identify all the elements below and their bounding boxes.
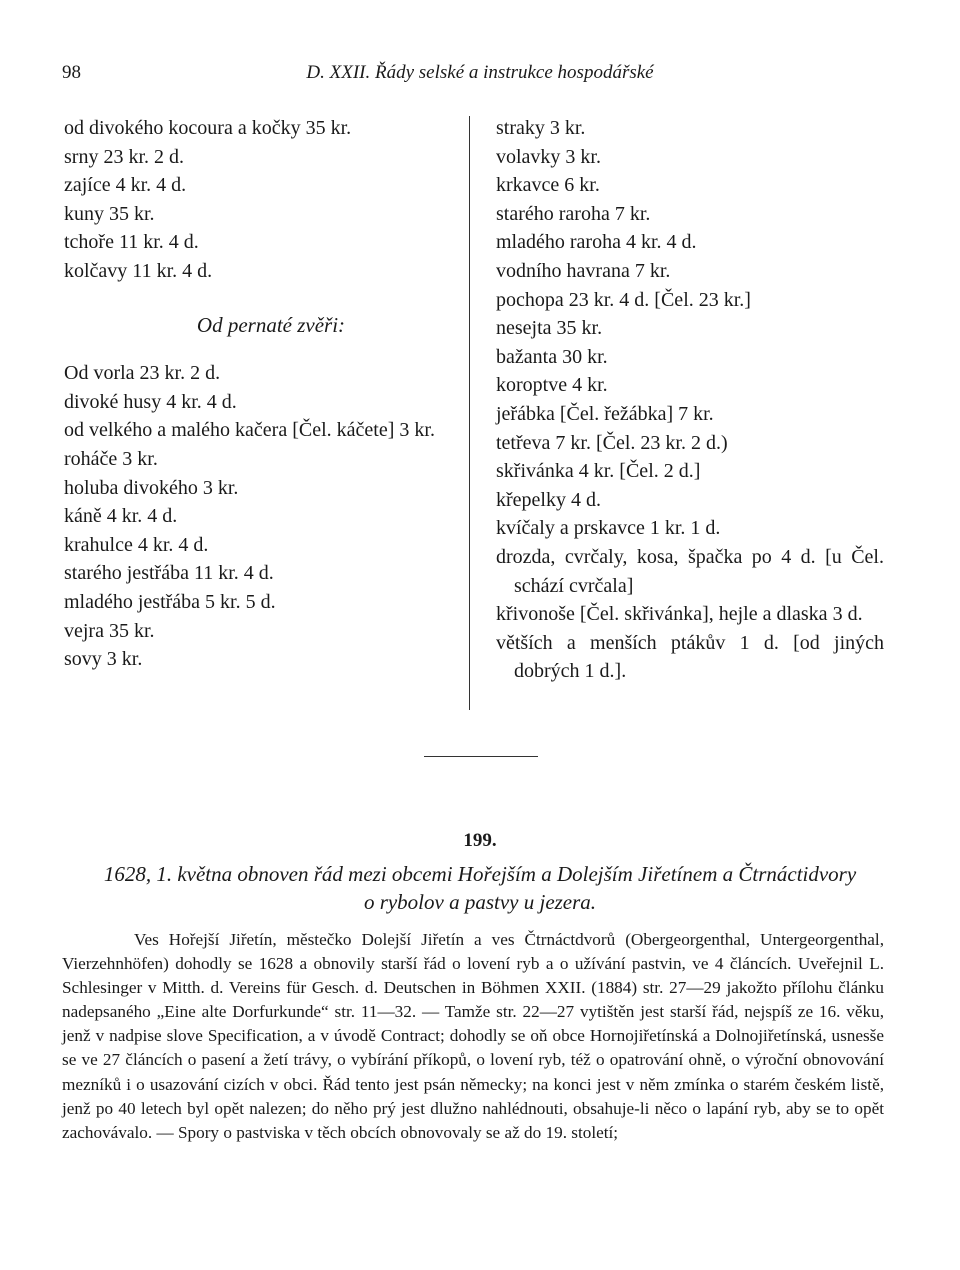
list-item: zajíce 4 kr. 4 d.: [64, 174, 187, 197]
list-item: holuba divokého 3 kr.: [64, 476, 239, 499]
column-divider: [469, 116, 470, 710]
document-number: 199.: [463, 830, 497, 851]
list-item: krkavce 6 kr.: [496, 174, 600, 197]
page-header: [62, 62, 898, 92]
list-item: bažanta 30 kr.: [496, 345, 608, 368]
list-item: divoké husy 4 kr. 4 d.: [64, 390, 237, 413]
list-item: vodního havrana 7 kr.: [496, 259, 671, 282]
list-item: srny 23 kr. 2 d.: [64, 145, 184, 168]
list-item: od divokého kocoura a kočky 35 kr.: [64, 117, 352, 139]
subheading: Od pernaté zvěři:: [196, 312, 346, 337]
list-item: jeřábka [Čel. řežábka] 7 kr.: [496, 402, 714, 425]
list-item: od velkého a malého kačera [Čel. káčete] 3 kr.: [64, 419, 435, 442]
right-column: [496, 114, 884, 686]
list-item: roháče 3 kr.: [64, 447, 158, 470]
list-item: starého jestřába 11 kr. 4 d.: [64, 562, 274, 585]
list-item: skřivánka 4 kr. [Čel. 2 d.]: [496, 460, 701, 483]
list-item: drozda, cvrčaly, kosa, špačka po 4 d. [u Čel. schází cvrčala]: [496, 545, 884, 597]
running-title: D. XXII. Řády selské a instrukce hospodářské: [306, 62, 654, 83]
list-item: krahulce 4 kr. 4 d.: [64, 533, 209, 556]
list-item: tetřeva 7 kr. [Čel. 23 kr. 2 d.): [496, 431, 728, 454]
list-item: křepelky 4 d.: [496, 488, 601, 511]
list-item: větších a menších ptákův 1 d. [od jiných dobrých 1 d.].: [496, 631, 884, 683]
document-body: Ves Hořejší Jiřetín, městečko Dolejší Jiřetín a ves Čtrnáctdvorů (Obergeorgenthal, Untergeorgenthal, Vierzehnhöfen) dohodly se 1628 a obnovily starší řád o lovení ryb a o užívání pastvin, ve 4 článcích. Uveřejnil L. Schlesinger v Mitth. d. Vereins für Gesch. d. Deutschen in Böhmen XXII. (1884) str. 27—29 jakožto přílohu článku nadepsaného „Eine alte Dorfurkunde“ str. 11—32. — Tamže str. 22—27 vytištěn jest starší řád, nejspíš ze 16. věku, jenž v nadpise slove Specification, a v úvodě Contract; dohodly se oň obce Hornojiřetínská a Dolnojiřetínská, usnesše se ve 27 článcích o pasení a žetí trávy, o vybírání příkopů, o lovení ryb, též o opatrování ohně, o výroční obnovování mezníků i o usazování cizích v obci. Řád tento jest psán německy; na konci jest v něm zmínka o starém českém listě, jenž po 40 letech byl opět nalezen; do něho prý jest dlužno nahlédnouti, obsahuje-li něco o lapání ryb, aby se to opět zachovávalo. — Spory o pastviska v těch obcích obnovovaly se až do 19. století;: [62, 930, 884, 1142]
page-number: 98: [62, 62, 81, 83]
list-item: mladého raroha 4 kr. 4 d.: [496, 231, 697, 254]
list-item: vejra 35 kr.: [64, 619, 155, 642]
list-item: Od vorla 23 kr. 2 d.: [64, 362, 221, 385]
left-column: [64, 114, 448, 674]
list-item: mladého jestřába 5 kr. 5 d.: [64, 590, 276, 613]
list-item: křivonoše [Čel. skřivánka], hejle a dlaska 3 d.: [496, 603, 863, 626]
list-item: sovy 3 kr.: [64, 648, 143, 671]
list-item: nesejta 35 kr.: [496, 317, 603, 340]
list-item: koroptve 4 kr.: [496, 374, 608, 397]
list-item: pochopa 23 kr. 4 d. [Čel. 23 kr.]: [496, 288, 751, 311]
list-item: straky 3 kr.: [496, 117, 586, 139]
list-item: káně 4 kr. 4 d.: [64, 505, 178, 528]
list-item: kvíčaly a prskavce 1 kr. 1 d.: [496, 517, 721, 540]
section-divider: [424, 756, 538, 757]
list-item: volavky 3 kr.: [496, 145, 601, 168]
list-item: tchoře 11 kr. 4 d.: [64, 231, 199, 254]
list-item: starého raroha 7 kr.: [496, 202, 651, 225]
list-item: kolčavy 11 kr. 4 d.: [64, 259, 213, 282]
list-item: kuny 35 kr.: [64, 202, 155, 225]
document-title: 1628, 1. května obnoven řád mezi obcemi Hořejším a Dolejším Jiřetínem a Čtrnáctidvory o rybolov a pastvy u jezera.: [103, 862, 857, 914]
